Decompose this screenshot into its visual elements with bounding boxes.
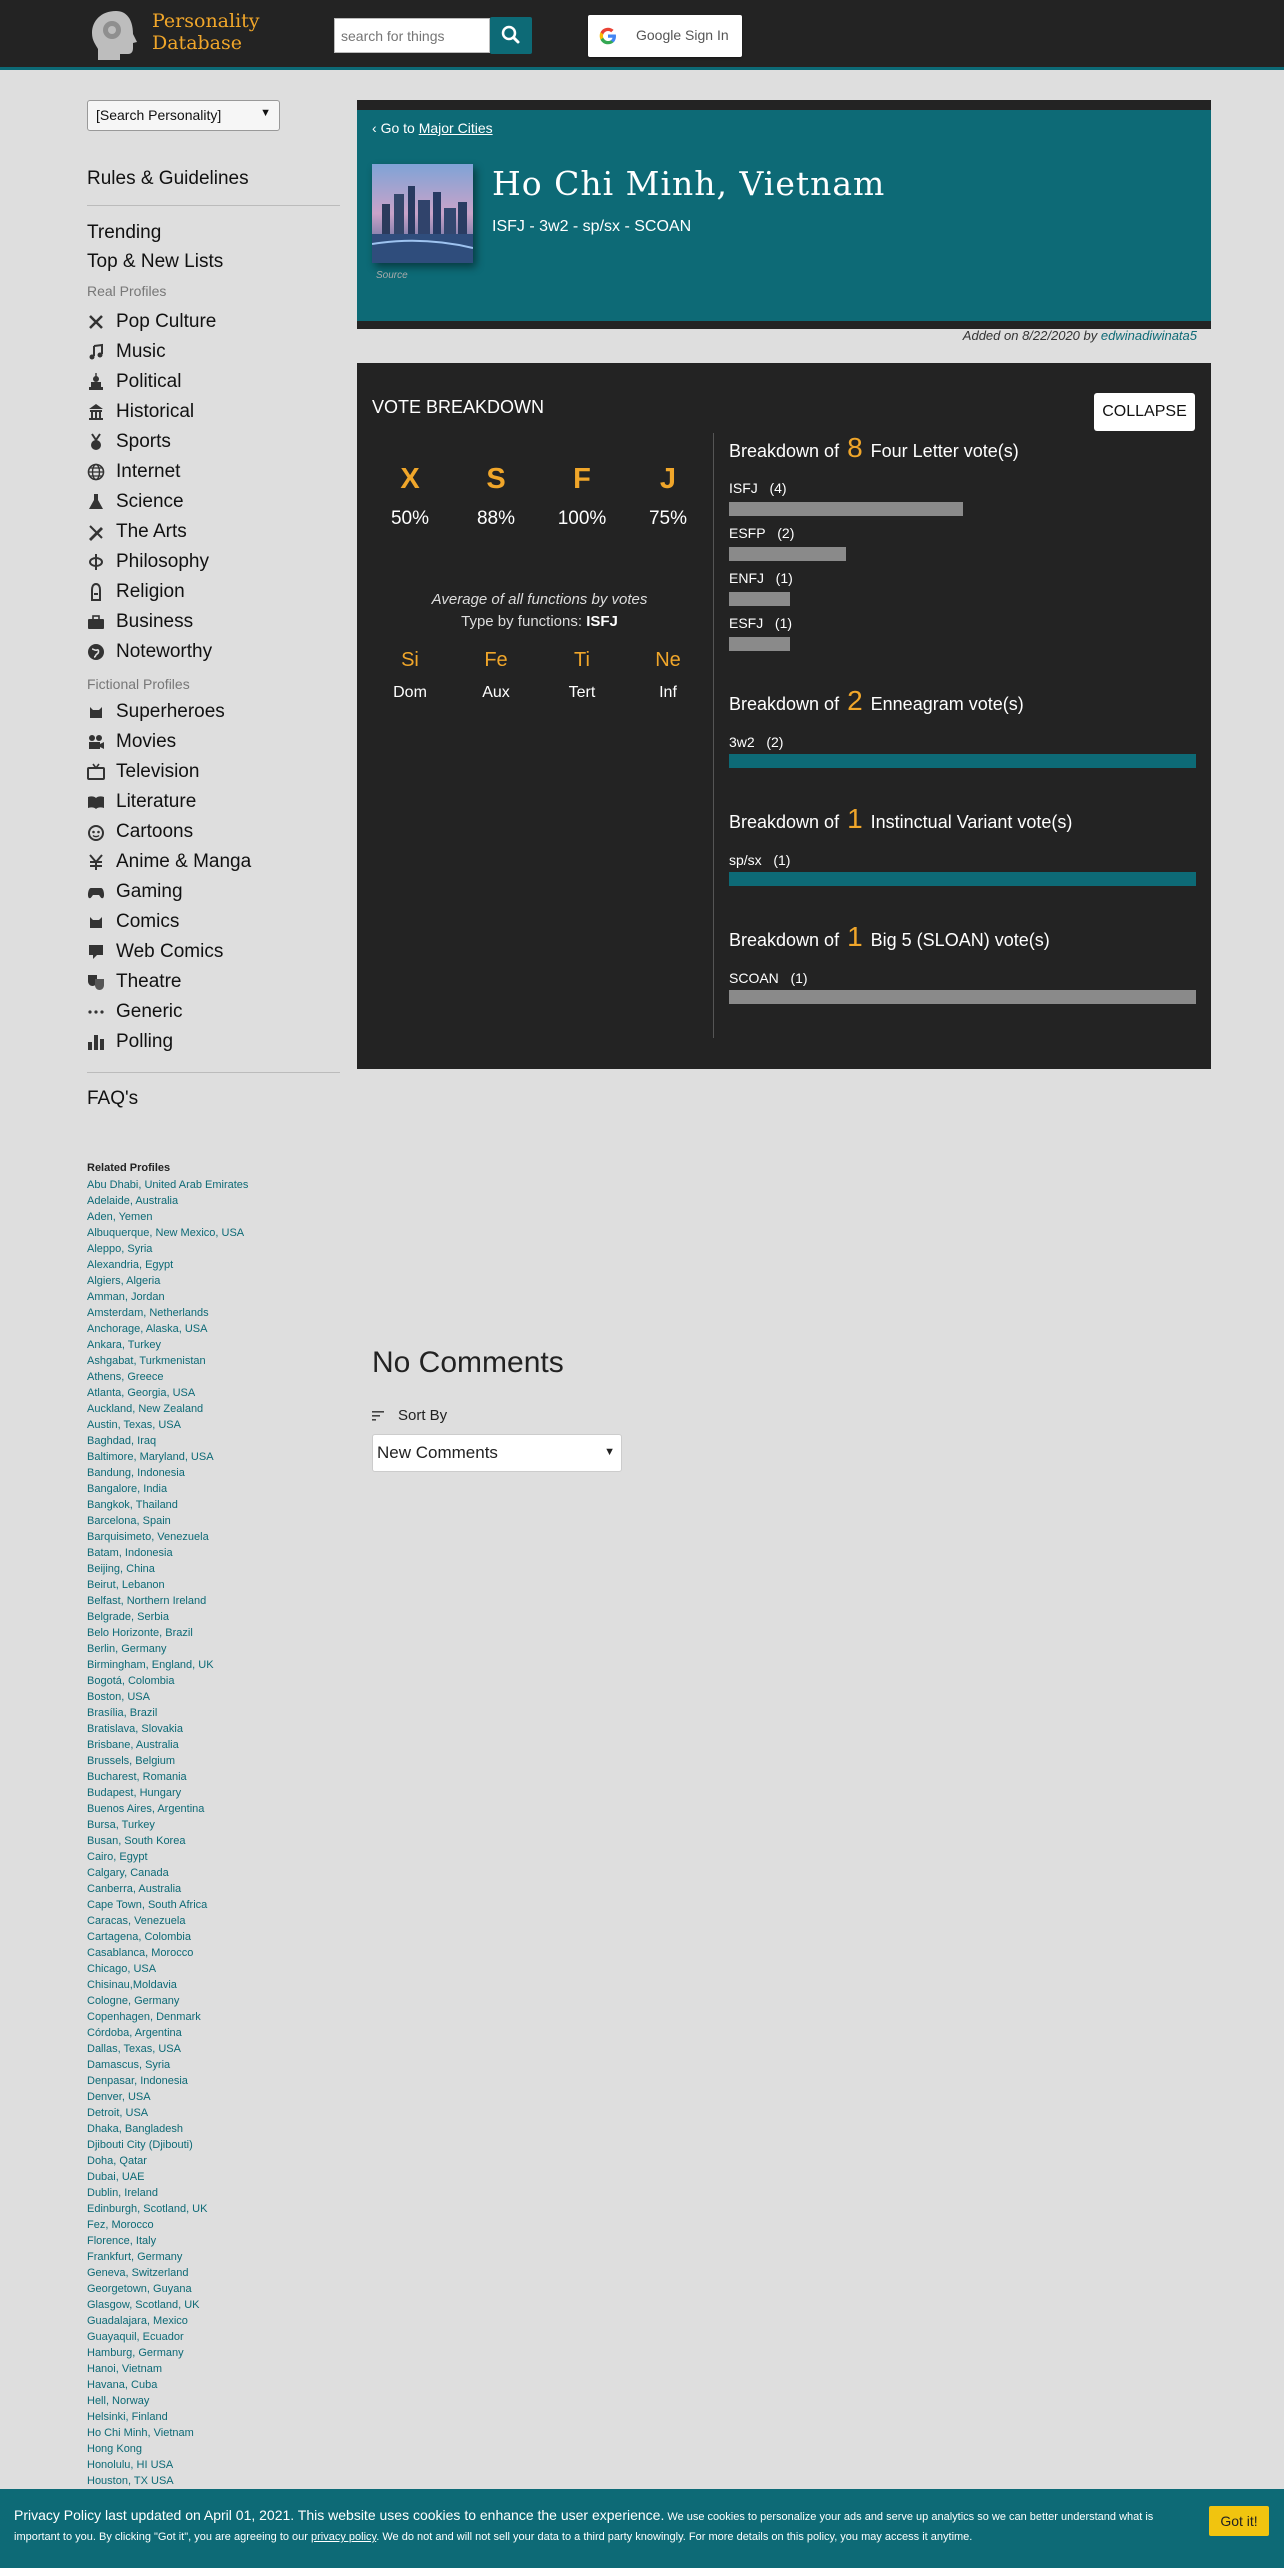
related-profile-link[interactable]: Calgary, Canada [87, 1867, 169, 1879]
related-profile-link[interactable]: Caracas, Venezuela [87, 1915, 186, 1927]
sidebar-item-philosophy[interactable] [87, 549, 209, 575]
vote-type: ISFJ [729, 480, 758, 496]
related-profile-link[interactable]: Bandung, Indonesia [87, 1467, 185, 1479]
top-new-lists-link[interactable]: Top & New Lists [87, 251, 224, 272]
sidebar-item-label: Generic [116, 1001, 183, 1022]
related-profile-link[interactable]: Birmingham, England, UK [87, 1659, 214, 1671]
vote-bar [729, 547, 846, 561]
cookie-text [14, 2505, 1194, 2547]
sidebar-item-label: Web Comics [116, 941, 224, 962]
music-icon [87, 343, 105, 361]
vote-bar-label [729, 525, 794, 541]
function-stat [539, 649, 625, 702]
chevron-down-icon: ▼ [604, 1446, 615, 1458]
average-functions-note: Average of all functions by votes [431, 591, 648, 608]
enneagram-breakdown-heading [729, 685, 1024, 717]
sidebar-item-movies[interactable] [87, 729, 176, 755]
sidebar-item-label: The Arts [116, 521, 187, 542]
sidebar-item-anime-manga[interactable] [87, 849, 251, 875]
related-profile-link[interactable]: Batam, Indonesia [87, 1547, 173, 1559]
vote-bar [729, 872, 1196, 886]
sidebar-item-label: Polling [116, 1031, 174, 1052]
sort-icon [372, 1410, 386, 1422]
site-brand[interactable] [152, 10, 260, 54]
breakdown-prefix: Breakdown of [729, 930, 840, 950]
related-profile-link[interactable]: Cairo, Egypt [87, 1851, 148, 1863]
function-role: Aux [482, 684, 510, 701]
letter-percent: 100% [557, 508, 607, 529]
sidebar-item-label: Anime & Manga [116, 851, 252, 872]
related-profile-link[interactable]: Brasília, Brazil [87, 1707, 158, 1719]
sidebar-item-cartoons[interactable] [87, 819, 193, 845]
vote-bar [729, 502, 963, 516]
related-profile-link[interactable]: Hell, Norway [87, 2395, 150, 2407]
polling-icon [87, 1033, 105, 1051]
function-role: Tert [568, 684, 596, 701]
comments-title: No Comments [372, 1346, 564, 1379]
letter-stat [625, 463, 711, 530]
related-profile-link[interactable]: Córdoba, Argentina [87, 2027, 182, 2039]
internet-icon [87, 463, 105, 481]
sidebar-item-label: Religion [116, 581, 185, 602]
sidebar-item-label: Music [116, 341, 166, 362]
instinctual-vote-count: 1 [847, 803, 863, 834]
related-profile-link[interactable]: Guadalajara, Mexico [87, 2315, 188, 2327]
sidebar-item-literature[interactable] [87, 789, 196, 815]
vote-count: (2) [777, 525, 795, 541]
sidebar-item-label: Pop Culture [116, 311, 217, 332]
vote-bar-label [729, 615, 792, 631]
google-signin-button[interactable] [588, 15, 742, 57]
sidebar-divider [87, 1072, 340, 1073]
related-profile-link[interactable]: Adelaide, Australia [87, 1195, 179, 1207]
sidebar-item-gaming[interactable] [87, 879, 183, 905]
related-profile-link[interactable]: Athens, Greece [87, 1371, 164, 1383]
related-profile-link[interactable]: Chisinau,Moldavia [87, 1979, 177, 1991]
vote-type: sp/sx [729, 852, 762, 868]
related-profile-link[interactable]: Brussels, Belgium [87, 1755, 176, 1767]
sidebar-item-web-comics[interactable] [87, 939, 223, 965]
related-profile-link[interactable]: Baghdad, Iraq [87, 1435, 157, 1447]
related-profile-link[interactable]: Cartagena, Colombia [87, 1931, 191, 1943]
sidebar-item-television[interactable] [87, 759, 199, 785]
sports-icon [87, 433, 105, 451]
sidebar-item-polling[interactable] [87, 1029, 173, 1055]
sort-by-text: Sort By [398, 1407, 448, 1424]
related-profile-link[interactable]: Damascus, Syria [87, 2059, 171, 2071]
profile-name: Ho Chi Minh, Vietnam [492, 164, 886, 203]
breakdown-prefix: Breakdown of [729, 812, 840, 832]
major-cities-link[interactable]: Major Cities [418, 120, 493, 136]
sort-by-label [372, 1407, 447, 1424]
vote-bar [729, 592, 790, 606]
letter: J [659, 463, 677, 495]
sidebar-item-label: Cartoons [116, 821, 194, 842]
fictional-profiles-heading: Fictional Profiles [87, 676, 190, 692]
related-profile-link[interactable]: Bangalore, India [87, 1483, 168, 1495]
related-profile-link[interactable]: Geneva, Switzerland [87, 2267, 189, 2279]
function-stat [453, 649, 539, 702]
goto-prefix: Go to [380, 120, 415, 136]
related-profile-link[interactable]: Amsterdam, Netherlands [87, 1307, 209, 1319]
vote-type: ESFP [729, 525, 766, 541]
four-letter-breakdown-heading [729, 432, 1019, 464]
related-profile-link[interactable]: Ho Chi Minh, Vietnam [87, 2427, 194, 2439]
related-profile-link[interactable]: Hanoi, Vietnam [87, 2363, 163, 2375]
related-profile-link[interactable]: Copenhagen, Denmark [87, 2011, 201, 2023]
chevron-down-icon: ▼ [260, 107, 271, 119]
vote-count: (4) [769, 480, 787, 496]
related-profile-link[interactable]: Atlanta, Georgia, USA [87, 1387, 196, 1399]
related-profile-link[interactable]: Auckland, New Zealand [87, 1403, 204, 1415]
business-icon [87, 613, 105, 631]
sidebar-item-label: Internet [116, 461, 181, 482]
related-profile-link[interactable]: Ashgabat, Turkmenistan [87, 1355, 206, 1367]
cookie-headline: Privacy Policy last updated on April 01, 2021. This website uses cookies to enhance the user experience. [14, 2507, 665, 2523]
back-arrow-icon: ‹ [372, 120, 377, 136]
related-profile-link[interactable]: Bratislava, Slovakia [87, 1723, 183, 1735]
sidebar-item-label: Comics [116, 911, 180, 932]
brand-line-2: Database [152, 32, 243, 54]
brand-line-1: Personality [152, 10, 260, 32]
comment-sort-select[interactable] [372, 1434, 622, 1472]
breakdown-prefix: Breakdown of [729, 694, 840, 714]
related-profile-link[interactable]: Belgrade, Serbia [87, 1611, 169, 1623]
vote-bar [729, 754, 1196, 768]
letter: X [400, 463, 420, 495]
noteworthy-icon [87, 643, 105, 661]
panel-divider [713, 433, 714, 1038]
vote-count: (1) [774, 615, 793, 631]
sidebar-item-label: Sports [116, 431, 171, 452]
related-profile-link[interactable]: Guayaquil, Ecuador [87, 2331, 184, 2343]
vote-bar-label [729, 970, 808, 986]
related-profiles-list [87, 1177, 347, 2489]
related-profile-link[interactable]: Dubai, UAE [87, 2171, 145, 2183]
profile-type: ISFJ - 3w2 - sp/sx - SCOAN [492, 218, 692, 235]
breadcrumb [372, 120, 493, 136]
sidebar-item-religion[interactable] [87, 579, 185, 605]
related-profile-link[interactable]: Busan, South Korea [87, 1835, 186, 1847]
related-profile-link[interactable]: Djibouti City (Djibouti) [87, 2139, 193, 2151]
sidebar-item-theatre[interactable] [87, 969, 181, 995]
breakdown-label: Enneagram vote(s) [870, 694, 1024, 714]
breakdown-label: Four Letter vote(s) [870, 441, 1019, 461]
related-profile-link[interactable]: Anchorage, Alaska, USA [87, 1323, 208, 1335]
google-signin-label: Google Sign In [636, 27, 729, 43]
sidebar-item-label: Science [116, 491, 184, 512]
vote-bar-label [729, 570, 793, 586]
function-name: Si [401, 649, 419, 671]
related-profile-link[interactable]: Bogotá, Colombia [87, 1675, 175, 1687]
sidebar-divider [87, 205, 340, 206]
type-by-functions-label: Type by functions: [461, 613, 583, 630]
related-profile-link[interactable]: Bangkok, Thailand [87, 1499, 178, 1511]
cartoons-icon [87, 823, 105, 841]
vote-count: (1) [790, 970, 808, 986]
related-profile-link[interactable]: Helsinki, Finland [87, 2411, 168, 2423]
science-icon [87, 493, 105, 511]
sidebar-item-generic[interactable] [87, 999, 183, 1025]
function-stat [625, 649, 711, 702]
related-profile-link[interactable]: Budapest, Hungary [87, 1787, 182, 1799]
vote-count: (1) [773, 852, 791, 868]
sidebar-item-label: Business [116, 611, 194, 632]
added-date: Added on 8/22/2020 by [962, 328, 1098, 343]
related-profile-link[interactable]: Cologne, Germany [87, 1995, 180, 2007]
trending-link[interactable]: Trending [87, 222, 162, 243]
related-profile-link[interactable]: Barcelona, Spain [87, 1515, 171, 1527]
related-profile-link[interactable]: Brisbane, Australia [87, 1739, 179, 1751]
letter-stat [539, 463, 625, 530]
related-profile-link[interactable]: Cape Town, South Africa [87, 1899, 208, 1911]
letter-stat [367, 463, 453, 530]
vote-bar [729, 637, 790, 651]
search-input[interactable] [334, 18, 490, 53]
related-profile-link[interactable]: Havana, Cuba [87, 2379, 158, 2391]
letter-percentages [367, 463, 712, 553]
related-profile-link[interactable]: Doha, Qatar [87, 2155, 147, 2167]
superheroes-icon [87, 703, 105, 721]
real-profiles-heading: Real Profiles [87, 283, 167, 299]
related-profile-link[interactable]: Glasgow, Scotland, UK [87, 2299, 200, 2311]
political-icon [87, 373, 105, 391]
generic-icon [87, 1003, 105, 1021]
sidebar-item-political[interactable] [87, 369, 181, 395]
related-profile-link[interactable]: Edinburgh, Scotland, UK [87, 2203, 208, 2215]
related-profile-link[interactable]: Hong Kong [87, 2443, 143, 2455]
sidebar-item-superheroes[interactable] [87, 699, 225, 725]
sidebar-item-comics[interactable] [87, 909, 179, 935]
enneagram-vote-count: 2 [847, 685, 863, 716]
vote-bar-label [729, 852, 790, 868]
vote-breakdown-panel [357, 363, 1211, 1069]
sidebar-item-label: Theatre [116, 971, 182, 992]
collapse-button[interactable]: COLLAPSE [1094, 393, 1195, 431]
related-profile-link[interactable]: Belo Horizonte, Brazil [87, 1627, 193, 1639]
vote-type: 3w2 [729, 734, 755, 750]
gaming-icon [87, 883, 105, 901]
related-profile-link[interactable]: Beirut, Lebanon [87, 1579, 165, 1591]
vote-breakdown-title: VOTE BREAKDOWN [372, 397, 545, 417]
breakdown-label: Instinctual Variant vote(s) [870, 812, 1073, 832]
sidebar-item-science[interactable] [87, 489, 184, 515]
privacy-policy-link[interactable]: privacy policy [311, 2531, 377, 2543]
vote-type: ESFJ [729, 615, 764, 631]
vote-count: (1) [775, 570, 793, 586]
related-profile-link[interactable]: Boston, USA [87, 1691, 150, 1703]
function-role: Dom [393, 684, 427, 701]
related-profile-link[interactable]: Abu Dhabi, United Arab Emirates [87, 1179, 249, 1191]
breakdown-label: Big 5 (SLOAN) vote(s) [870, 930, 1050, 950]
type-by-functions [367, 613, 712, 630]
sidebar-item-label: Political [116, 371, 182, 392]
religion-icon [87, 583, 105, 601]
sidebar-item-label: Superheroes [116, 701, 225, 722]
related-profile-link[interactable]: Florence, Italy [87, 2235, 157, 2247]
related-profile-link[interactable]: Alexandria, Egypt [87, 1259, 174, 1271]
vote-bar-label [729, 734, 783, 750]
related-profile-link[interactable]: Algiers, Algeria [87, 1275, 161, 1287]
sidebar-item-label: Historical [116, 401, 195, 422]
profile-header [357, 100, 1211, 329]
related-profile-link[interactable]: Frankfurt, Germany [87, 2251, 183, 2263]
related-profile-link[interactable]: Aleppo, Syria [87, 1243, 153, 1255]
big5-vote-count: 1 [847, 921, 863, 952]
vote-count: (2) [766, 734, 784, 750]
related-profile-link[interactable]: Detroit, USA [87, 2107, 149, 2119]
sidebar-item-label: Noteworthy [116, 641, 213, 662]
instinctual-breakdown-heading [729, 803, 1072, 835]
type-by-functions-value: ISFJ [586, 613, 618, 630]
breakdown-prefix: Breakdown of [729, 441, 840, 461]
sidebar-item-label: Literature [116, 791, 197, 812]
related-profile-link[interactable]: Honolulu, HI USA [87, 2459, 174, 2471]
web-comics-icon [87, 943, 105, 961]
function-name: Ne [655, 649, 681, 671]
historical-icon [87, 403, 105, 421]
function-stat [367, 649, 453, 702]
related-profile-link[interactable]: Baltimore, Maryland, USA [87, 1451, 214, 1463]
head-logo-icon[interactable] [86, 8, 146, 62]
vote-bar-label [729, 480, 787, 496]
letter: S [486, 463, 506, 495]
literature-icon [87, 793, 105, 811]
sidebar-item-the-arts[interactable] [87, 519, 187, 545]
search-icon [490, 17, 532, 54]
added-by-user-link[interactable]: edwinadiwinata5 [1100, 328, 1197, 343]
related-profiles-heading: Related Profiles [87, 1162, 171, 1174]
related-profile-link[interactable]: Ankara, Turkey [87, 1339, 161, 1351]
television-icon [87, 763, 105, 781]
related-profile-link[interactable]: Canberra, Australia [87, 1883, 182, 1895]
related-profile-link[interactable]: Dublin, Ireland [87, 2187, 158, 2199]
comment-sort-value: New Comments [377, 1443, 498, 1462]
sidebar-item-label: Movies [116, 731, 177, 752]
sidebar-item-label: Gaming [116, 881, 183, 902]
cookie-body-1: We use cookies to personalize your ads and serve up analytics so we can better understand what is important to you. By clicking "Got it", you are agreeing to our [14, 2511, 1154, 2543]
related-profile-link[interactable]: Fez, Morocco [87, 2219, 154, 2231]
related-profile-link[interactable]: Denpasar, Indonesia [87, 2075, 188, 2087]
pop-culture-icon [87, 313, 105, 331]
sidebar-item-sports[interactable] [87, 429, 171, 455]
vote-bar [729, 990, 1196, 1004]
sidebar-item-label: Philosophy [116, 551, 209, 572]
rules-guidelines-link[interactable]: Rules & Guidelines [87, 168, 249, 189]
philosophy-icon [87, 553, 105, 571]
image-source-link[interactable]: Source [376, 270, 408, 281]
related-profile-link[interactable]: Bucharest, Romania [87, 1771, 187, 1783]
related-profile-link[interactable]: Belfast, Northern Ireland [87, 1595, 207, 1607]
letter-percent: 75% [648, 508, 688, 529]
vote-type: ENFJ [729, 570, 764, 586]
related-profile-link[interactable]: Dallas, Texas, USA [87, 2043, 181, 2055]
faq-link[interactable]: FAQ's [87, 1088, 139, 1109]
got-it-button[interactable]: Got it! [1209, 2506, 1269, 2536]
letter-percent: 88% [476, 508, 516, 529]
related-profile-link[interactable]: Berlin, Germany [87, 1643, 167, 1655]
cookie-banner [0, 2489, 1284, 2568]
function-name: Fe [484, 649, 508, 671]
cookie-body-2: . We do not and will not sell your data to a third party knowingly. For more details on this policy, you may access it anytime. [376, 2531, 973, 2543]
sidebar-item-internet[interactable] [87, 459, 180, 485]
related-profile-link[interactable]: Barquisimeto, Venezuela [87, 1531, 209, 1543]
letter: F [573, 463, 591, 495]
function-role: Inf [659, 684, 677, 701]
function-name: Ti [574, 649, 590, 671]
related-profile-link[interactable]: Aden, Yemen [87, 1211, 153, 1223]
related-profile-link[interactable]: Albuquerque, New Mexico, USA [87, 1227, 245, 1239]
theatre-icon [87, 973, 105, 991]
related-profile-link[interactable]: Buenos Aires, Argentina [87, 1803, 205, 1815]
added-info [357, 328, 1197, 343]
top-navbar [0, 0, 1284, 70]
letter-percent: 50% [390, 508, 430, 529]
search-personality-value: [Search Personality] [96, 107, 222, 123]
related-profile-link[interactable]: Casablanca, Morocco [87, 1947, 194, 1959]
sidebar-item-music[interactable] [87, 339, 166, 365]
related-profile-link[interactable]: Amman, Jordan [87, 1291, 165, 1303]
sidebar-item-business[interactable] [87, 609, 193, 635]
search-button[interactable] [490, 17, 532, 54]
sidebar-item-noteworthy[interactable] [87, 639, 212, 665]
related-profile-link[interactable]: Dhaka, Bangladesh [87, 2123, 184, 2135]
related-profile-link[interactable]: Bursa, Turkey [87, 1819, 155, 1831]
vote-type: SCOAN [729, 970, 779, 986]
comics-icon [87, 913, 105, 931]
sidebar-item-historical[interactable] [87, 399, 194, 425]
profile-image[interactable] [372, 164, 473, 263]
arts-icon [87, 523, 105, 541]
movies-icon [87, 733, 105, 751]
big5-breakdown-heading [729, 921, 1050, 953]
related-profile-link[interactable]: Chicago, USA [87, 1963, 157, 1975]
related-profile-link[interactable]: Denver, USA [87, 2091, 151, 2103]
related-profile-link[interactable]: Houston, TX USA [87, 2475, 174, 2487]
related-profile-link[interactable]: Georgetown, Guyana [87, 2283, 192, 2295]
google-icon [598, 26, 618, 46]
anime-icon [87, 853, 105, 871]
sidebar-item-pop-culture[interactable] [87, 309, 216, 335]
related-profile-link[interactable]: Hamburg, Germany [87, 2347, 184, 2359]
four-letter-vote-count: 8 [847, 432, 863, 463]
related-profile-link[interactable]: Beijing, China [87, 1563, 155, 1575]
related-profile-link[interactable]: Austin, Texas, USA [87, 1419, 181, 1431]
sidebar-item-label: Television [116, 761, 200, 782]
letter-stat [453, 463, 539, 530]
search-personality-select[interactable] [87, 100, 280, 131]
